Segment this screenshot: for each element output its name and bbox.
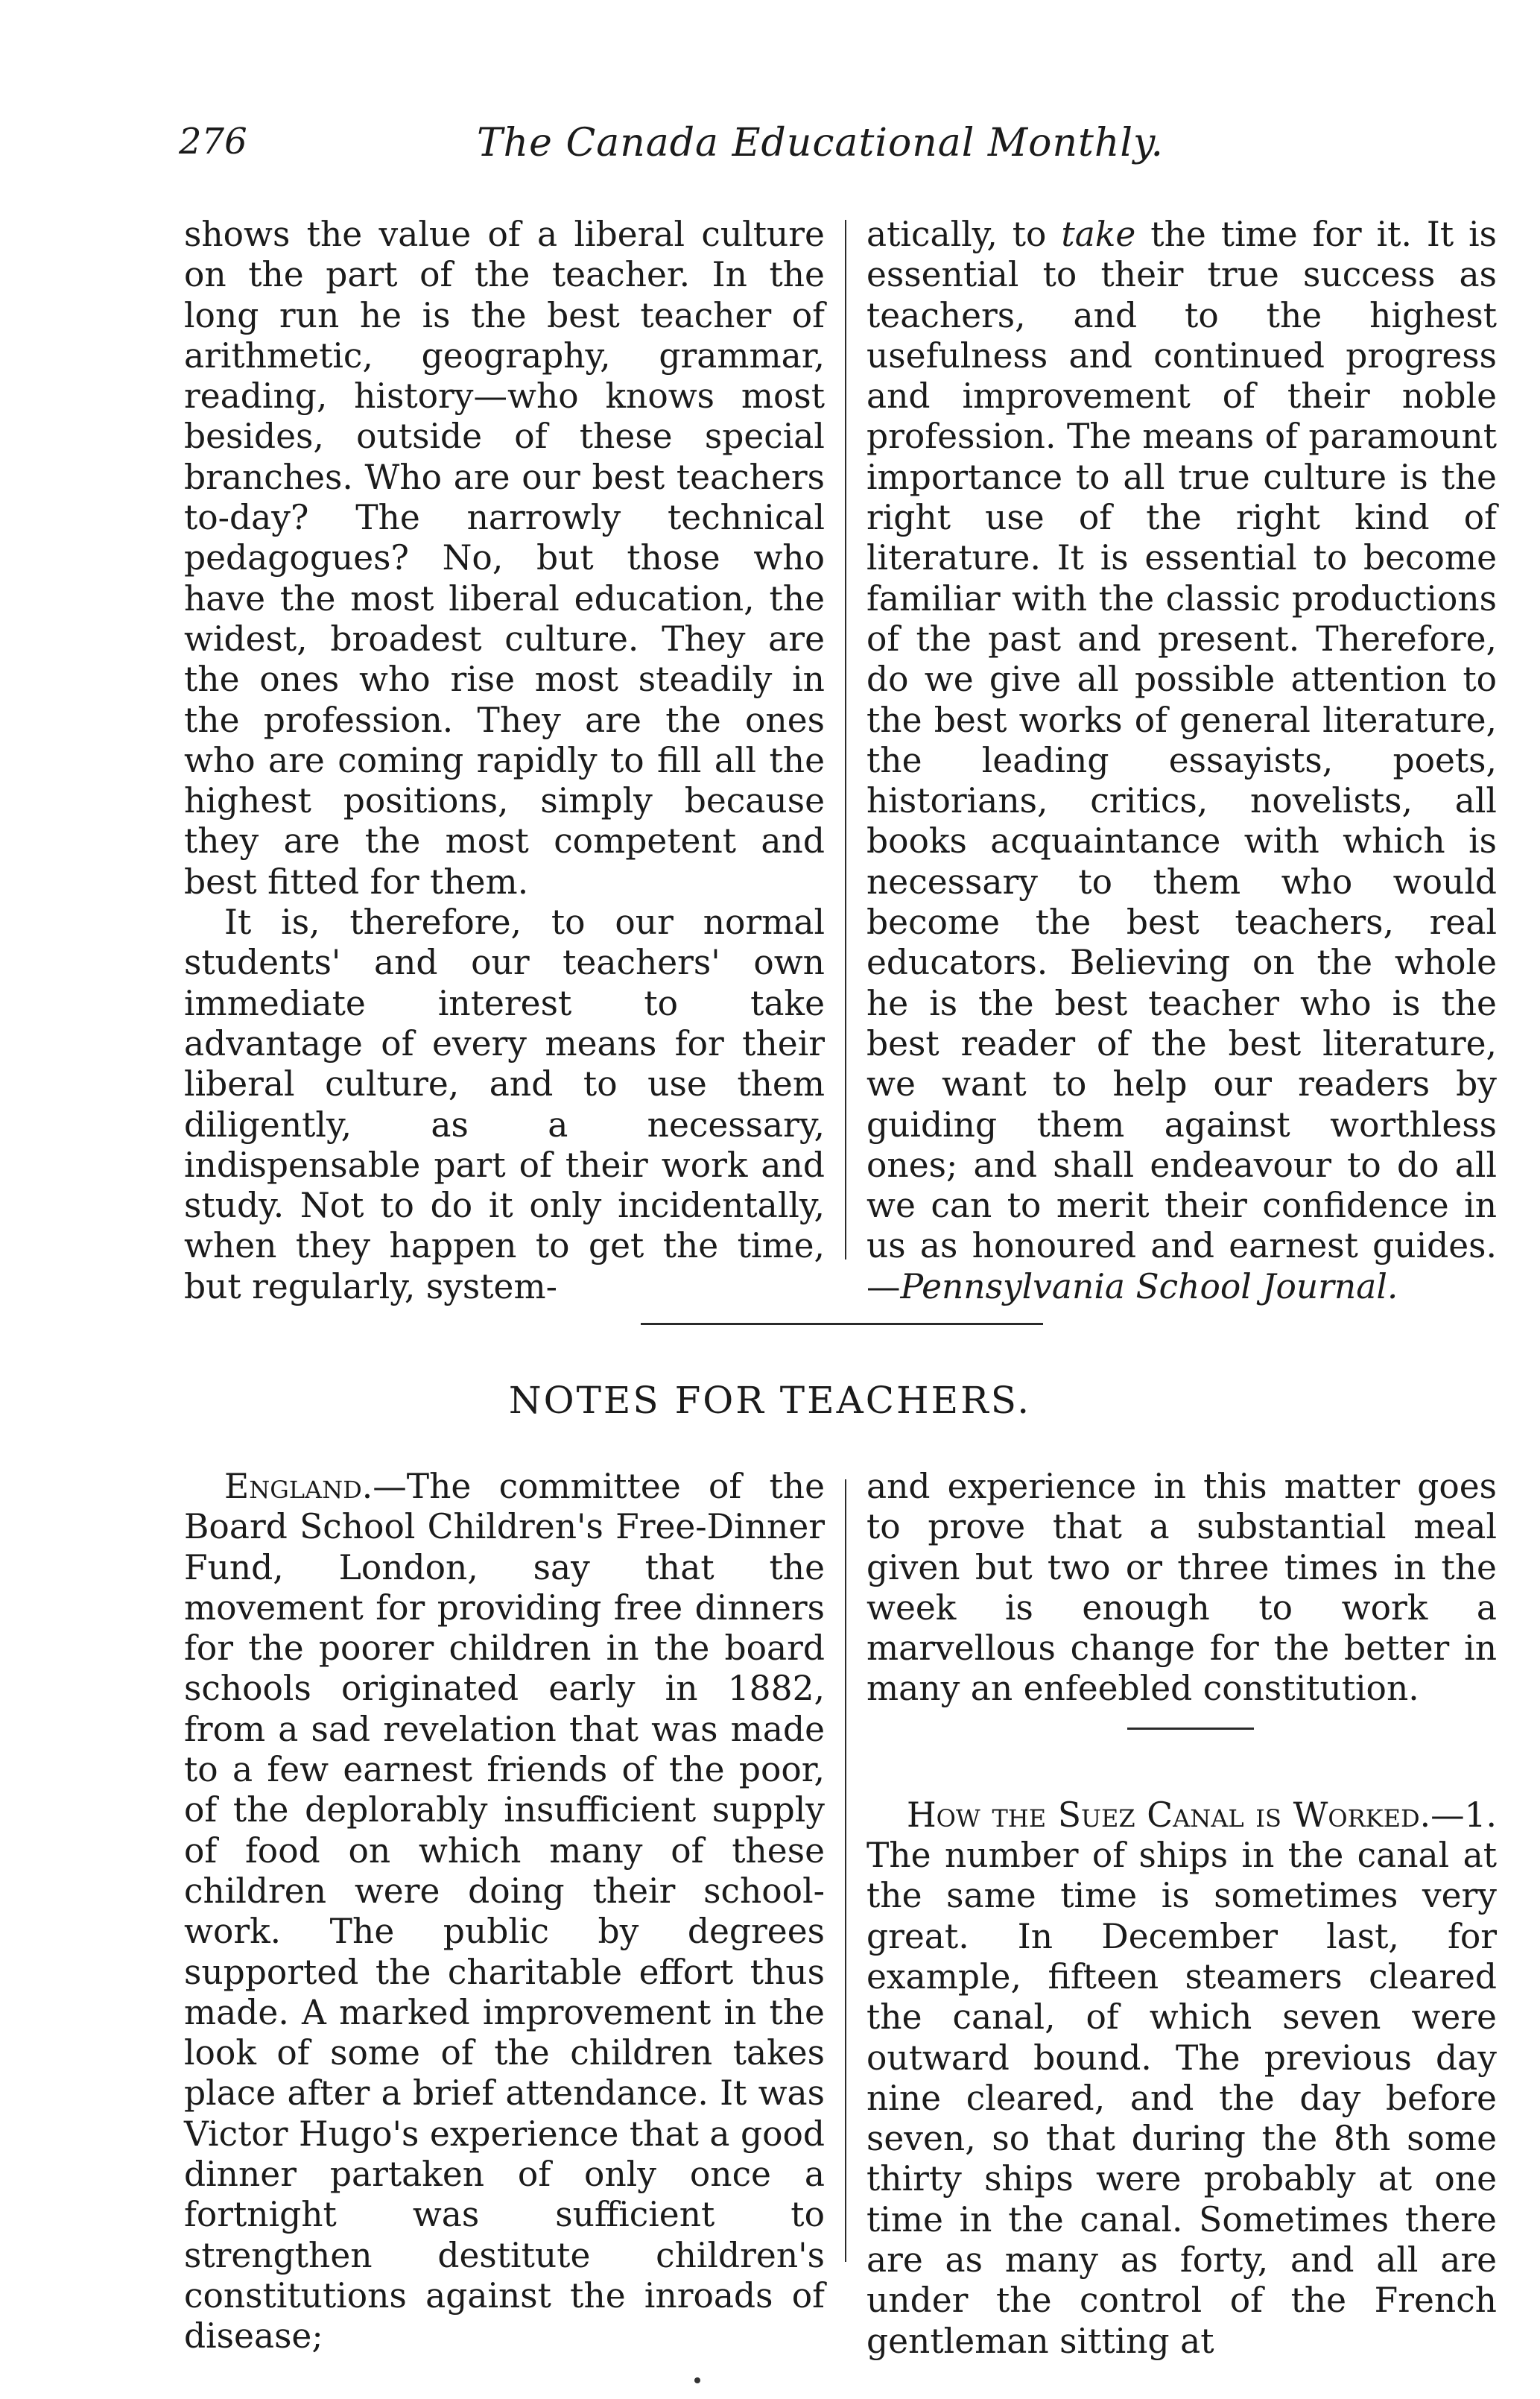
suez-lead: How the Suez Canal is Worked. [907,1795,1431,1835]
notes-column-right [866,1467,1497,2362]
england-note [184,1467,825,2357]
page-header [179,121,1505,180]
top-article-paragraph-3 [866,215,1497,1307]
article-source: Pennsylvania School Journal. [900,1266,1398,1306]
paragraph-3-rest: the time for it. It is essential to their true success as teachers, and to the highest usefulness and continued progress and improvement of their noble profession. The means of paramount importance to all true culture is the right use of the right kind of literature. It is essential to become familiar with the classic productions of the past and present. Therefore, do we give all possible attention to the best works of general literature, the leading essayists, poets, historians, critics, novelists, all books acquaintance with which is necessary to them who would become the best teachers, real educators. Believing on the whole he is the best teacher who is the best reader of the best literature, we want to help our readers by guiding them against worthless ones; and shall endeavour to do all we can to merit their confidence in us as honoured and earnest guides.— [866,215,1498,1306]
top-article-column-right [866,215,1497,1307]
top-article-paragraph-1: shows the value of a liberal culture on the part of the teacher. In the long run he is the best teacher of arithmetic, geography, grammar, reading, history—who knows most besides, outside of these special branches. Who are our best teachers to-day? The narrowly technical pedagogues? No, but those who have the most liberal education, the widest, broadest culture. They are the ones who rise most steadily in the profession. They are the ones who are coming rapidly to fill all the highest positions, simply because they are the most competent and best fitted for them. [184,215,825,902]
top-article-column-left [184,215,825,1307]
paragraph-3-start: atically, to [866,215,1062,254]
footer-mark [694,2377,700,2383]
notes-column-left [184,1467,825,2357]
england-text: —The committee of the Board School Children's Free-Dinner Fund, London, say that the movement for providing free dinners for the poorer children in the board schools originated early in 1882, from a sad revelation that was made to a few earnest friends of the poor, of the deplorably insufficient supply of food on which many of these children were doing their school-work. The public by degrees supported the charitable effort thus made. A marked improvement in the look of some of the children takes place after a brief attendance. It was Victor Hugo's experience that a good dinner partaken of only once a fortnight was sufficient to strengthen destitute children's constitutions against the inroads of disease; [184,1467,825,2357]
section-title: NOTES FOR TEACHERS. [508,1379,1032,1422]
england-note-continued: and experience in this matter goes to prove that a substantial meal given but two or three times in the week is enough to work a marvellous change for the better in many an enfeebled constitution. [866,1467,1497,1709]
england-lead: England. [224,1467,373,1506]
emphasis-take: take [1061,215,1136,254]
column-divider-bottom [845,1479,846,2262]
suez-note [866,1795,1497,2362]
page-number: 276 [179,121,247,162]
note-separator [1127,1728,1254,1730]
suez-text: —1. The number of ships in the canal at the same time is sometimes very great. In December last, for example, fifteen steamers cleared the canal, of which seven were outward bound. The previous day nine cleared, and the day before seven, so that during the 8th some thirty ships were probably at one time in the canal. Sometimes there are as many as forty, and all are under the control of the French gentleman sitting at [866,1795,1497,2361]
column-divider-top [845,220,846,1259]
top-article-paragraph-2: It is, therefore, to our normal students' and our teachers' own immediate interest to take advantage of every means for their liberal culture, and to use them diligently, as a necessary, indispensable part of their work and study. Not to do it only incidentally, when they happen to get the time, but regularly, system- [184,903,825,1306]
section-divider [641,1323,1043,1325]
running-title: The Canada Educational Monthly. [477,121,1164,165]
